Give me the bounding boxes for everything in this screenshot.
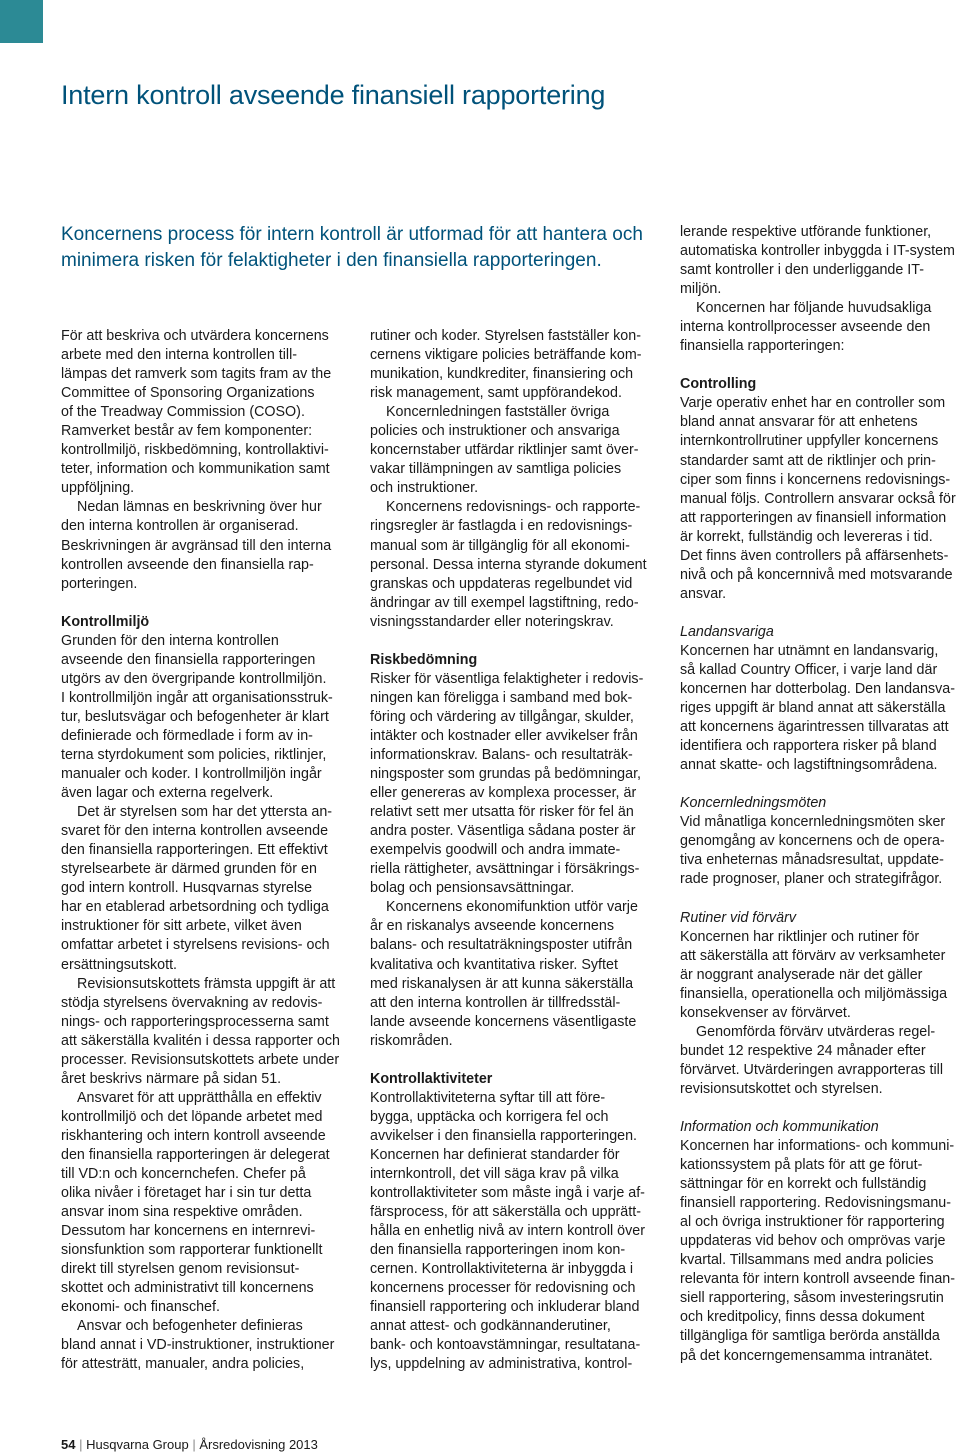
footer-company: Husqvarna Group [86, 1437, 189, 1452]
text-line: på det koncerngemensamma intranätet. [680, 1347, 933, 1364]
text-line: risk management, samt uppförandekod. [370, 385, 622, 402]
text-line: För att beskriva och utvärdera koncernens [61, 328, 329, 344]
paragraph-gap [680, 775, 960, 794]
text-line: styrelsearbete är därmed grunden för en [61, 861, 317, 878]
text-line: ersättningsutskott. [61, 956, 178, 973]
text-line: den interna kontrollen är organiserad. [61, 518, 299, 535]
text-line: finansiell rapportering. Redovisningsmanu- [680, 1195, 951, 1212]
text-line: lande avseende koncernens väsentligaste [370, 1013, 637, 1030]
text-line: ekonomi- och finanschef. [61, 1299, 220, 1316]
text-line: internkontrollrutiner uppfyller koncernens [680, 433, 939, 450]
text-line: I kontrollmiljön ingår att organisationsstruk- [61, 689, 333, 706]
text-line: bundet 12 respektive 24 månader efter [680, 1042, 926, 1059]
text-line: riskhantering och intern kontroll avseende [61, 1127, 326, 1144]
text-line: bland annat i VD-instruktioner, instruktioner [61, 1337, 335, 1354]
text-line: koncernen har dotterbolag. Den landansva- [680, 681, 955, 698]
text-line: den finansiella rapporteringen inom kon- [370, 1242, 626, 1259]
text-line: relevanta för intern kontroll avseende finan- [680, 1271, 955, 1288]
text-line: koncernstaber utfärdar riktlinjer samt över- [370, 442, 639, 459]
text-line: bolag och pensionsavsättningar. [370, 880, 575, 897]
text-line: föring och värdering av tillgångar, skulder, [370, 708, 634, 725]
text-line: för attesträtt, manualer, andra policies, [61, 1356, 305, 1373]
text-line: automatiska kontroller inbyggda i IT-system [680, 243, 955, 260]
paragraph-gap [680, 604, 960, 623]
text-line: Nedan lämnas en beskrivning över hur [77, 499, 322, 516]
text-line: identifiera och rapportera risker på bland [680, 738, 937, 755]
text-column-2 [370, 327, 660, 1374]
paragraph-gap [370, 1051, 660, 1070]
text-line: nings- och rapporteringsprocesserna samt [61, 1013, 329, 1030]
text-line: kationssystem på plats för att ge förut- [680, 1157, 923, 1174]
paragraph-gap [680, 1099, 960, 1118]
text-line: manualer och koder. I kontrollmiljön ingår [61, 766, 322, 783]
text-line: policies och instruktioner och ansvariga [370, 423, 620, 440]
text-line: terna styrdokument som policies, riktlinjer, [61, 746, 327, 763]
text-line: koncernens processer för redovisning och [370, 1280, 636, 1297]
text-line: informationskrav. Balans- och resultaträk- [370, 746, 633, 763]
text-line: ningen kan föreligga i samband med bok- [370, 689, 633, 706]
text-line: manual följs. Controllern ansvarar också för [680, 490, 956, 507]
text-line: året beskrivs närmare på sidan 51. [61, 1070, 282, 1087]
text-line: god intern kontroll. Husqvarnas styrelse [61, 880, 313, 897]
text-line: ansvar inom sina respektive områden. [61, 1204, 303, 1221]
text-line: cernens viktigare policies beträffande kom- [370, 347, 642, 364]
text-line: är noggrant analyserade när det gäller [680, 966, 923, 983]
text-line: processer. Revisionsutskottets arbete under [61, 1051, 340, 1068]
text-line: den finansiella rapporteringen. Ett effektivt [61, 842, 328, 859]
text-line: standarder samt att de riktlinjer och prin- [680, 452, 936, 469]
text-line: finansiella rapporteringen: [680, 338, 845, 355]
text-line: finansiella, operationella och miljömässiga [680, 985, 948, 1002]
text-line: direkt till styrelsen genom revisionsut- [61, 1261, 300, 1278]
text-line: vakar tillämpningen av samtliga policies [370, 461, 622, 478]
text-line: är korrekt, fullständig och levereras i tid. [680, 528, 933, 545]
text-line: ringsregler är fastlagda i en redovisnings- [370, 518, 633, 535]
text-line: exempelvis goodwill och andra immate- [370, 842, 621, 859]
text-line: uppdateras vid behov och omprövas varje [680, 1233, 946, 1250]
text-line: rutiner och koder. Styrelsen fastställer kon- [370, 328, 641, 344]
text-line: cernen. Kontrollaktiviteterna är inbyggda i [370, 1261, 634, 1278]
text-line: granskas och uppdateras regelbundet vid [370, 575, 633, 592]
text-line: tur, beslutsvägar och befogenheter är klart [61, 708, 329, 725]
footer-separator: | [192, 1437, 200, 1452]
text-line: att säkerställa kvalitén i dessa rapporter och [61, 1032, 340, 1049]
text-line: konsekvenser av förvärvet. [680, 1004, 851, 1021]
text-line: till VD:n och koncernchefen. Chefer på [61, 1166, 306, 1183]
text-line: lerande respektive utförande funktioner, [680, 224, 932, 240]
text-line: kontrollmiljö och det löpande arbetet med [61, 1108, 323, 1125]
text-line: samt kontroller i den underliggande IT- [680, 262, 924, 279]
text-line: Kontrollaktiviteterna syftar till att före- [370, 1089, 606, 1106]
text-line: avseende den finansiella rapporteringen [61, 651, 316, 668]
text-line: utgörs av den övergripande kontrollmiljön. [61, 670, 327, 687]
text-line: svaret för den interna kontrollen avseende [61, 823, 329, 840]
text-line: Beskrivningen är avgränsad till den interna [61, 537, 332, 554]
section-heading: Koncernledningsmöten [680, 795, 827, 812]
text-column-1 [61, 327, 351, 1375]
page-title: Intern kontroll avseende finansiell rapportering [61, 80, 606, 110]
text-line: år en riskanalys avseende koncernens [370, 918, 614, 935]
text-line: Grunden för den interna kontrollen [61, 632, 279, 649]
page-footer [61, 1437, 318, 1452]
text-line: även lagar och externa regelverk. [61, 785, 274, 802]
text-line: manual som är tillgänglig för all ekonomi- [370, 537, 630, 554]
text-line: riges uppgift är bland annat att säkerställa [680, 700, 946, 717]
paragraph-gap [370, 632, 660, 651]
section-heading: Kontrollaktiviteter [370, 1070, 493, 1087]
text-line: kontrollaktiviteter som måste ingå i varje af- [370, 1185, 645, 1202]
text-line: Koncernen har utnämnt en landansvarig, [680, 642, 939, 659]
text-line: tiva enheternas månadsresultat, uppdate- [680, 852, 944, 869]
section-heading: Landansvariga [680, 623, 774, 640]
text-line: rade prognoser, planer och strategifrågor. [680, 871, 943, 888]
text-line: of the Treadway Commission (COSO). [61, 404, 305, 421]
text-line: ciper som finns i koncernens redovisnings- [680, 471, 951, 488]
text-line: och kreditpolicy, finns dessa dokument [680, 1309, 925, 1326]
text-line: siell rapportering, såsom investeringsrutin [680, 1290, 944, 1307]
section-heading: Kontrollmiljö [61, 613, 150, 630]
text-line: att koncernens ägarintressen tillvaratas att [680, 719, 949, 736]
text-line: Ansvaret för att upprätthålla en effektiv [77, 1089, 322, 1106]
text-line: arbete med den interna kontrollen till- [61, 347, 298, 364]
text-line: stödja styrelsens övervakning av redovis- [61, 994, 323, 1011]
text-line: den finansiella rapporteringen är delegerat [61, 1146, 330, 1163]
text-line: annat skatte- och lagstiftningsområdena. [680, 757, 938, 774]
text-line: finansiell rapportering och inkluderar bland [370, 1299, 640, 1316]
text-line: omfattar arbetet i styrelsens revisions- och [61, 937, 330, 954]
text-line: bygga, upptäcka och korrigera fel och [370, 1108, 609, 1125]
paragraph-gap [680, 890, 960, 909]
text-line: Koncernen har riktlinjer och rutiner för [680, 928, 920, 945]
text-line: eller genereras av komplexa processer, är [370, 785, 637, 802]
text-line: teter, information och kommunikation samt [61, 461, 330, 478]
text-line: olika nivåer i företaget har i sin tur detta [61, 1185, 312, 1202]
text-line: interna kontrollprocesser avseende den [680, 319, 931, 336]
text-line: kvalitativa och kvantitativa risker. Syftet [370, 956, 618, 973]
text-line: personal. Dessa interna styrande dokument [370, 556, 647, 573]
section-heading: Information och kommunikation [680, 1118, 879, 1135]
text-line: riskområden. [370, 1032, 453, 1049]
text-column-3 [680, 223, 960, 1366]
text-line: sättningar för en korrekt och fullständig [680, 1176, 927, 1193]
text-line: intäkter och kostnader eller avvikelser från [370, 727, 638, 744]
text-line: Koncernen har följande huvudsakliga [696, 300, 932, 317]
text-line: och instruktioner. [370, 480, 479, 497]
text-line: Vid månatliga koncernledningsmöten sker [680, 814, 946, 831]
text-line: Genomförda förvärv utvärderas regel- [696, 1023, 936, 1040]
section-heading: Controlling [680, 376, 757, 393]
intro-text: Koncernens process för intern kontroll är utformad för att hantera och minimera risken för felaktigheter i den finansiella rapporteringen. [61, 224, 643, 271]
text-line: kontrollen avseende den finansiella rap- [61, 556, 314, 573]
text-line: nivå och på koncernnivå med motsvarande [680, 566, 953, 583]
text-line: internkontroll, det vill säga krav på vilka [370, 1165, 619, 1182]
text-line: definierade och förmedlade i form av in- [61, 727, 313, 744]
text-line: kontrollmiljö, riskbedömning, kontrollaktivi- [61, 442, 329, 459]
text-line: sionsfunktion som rapporterar funktionellt [61, 1242, 323, 1259]
corner-tab [0, 0, 43, 43]
text-line: att säkerställa att förvärv av verksamheter [680, 947, 946, 964]
text-line: revisionsutskottet och styrelsen. [680, 1080, 883, 1097]
page-number: 54 [61, 1437, 76, 1452]
text-line: skottet och administrativt till koncernens [61, 1280, 314, 1297]
text-line: bank- och kontoavstämningar, resultatana- [370, 1337, 641, 1354]
text-line: porteringen. [61, 575, 138, 592]
text-line: Risker för väsentliga felaktigheter i redovis- [370, 670, 644, 687]
text-line: Det är styrelsen som har det yttersta an- [77, 804, 333, 821]
text-line: ningsposter som grundas på bedömningar, [370, 766, 642, 783]
text-line: tillgängliga för samtliga berörda anställda [680, 1328, 940, 1345]
text-line: genomgång av koncernens och de opera- [680, 833, 945, 850]
text-line: Ansvar och befogenheter definieras [77, 1318, 303, 1335]
text-line: Koncernens ekonomifunktion utför varje [386, 899, 638, 916]
text-line: Koncernens redovisnings- och rapporte- [386, 499, 641, 516]
text-line: annat attest- och godkännanderutiner, [370, 1318, 611, 1335]
footer-separator: | [79, 1437, 87, 1452]
text-line: balans- och resultaträkningsposter utifrån [370, 937, 633, 954]
text-line: hålla en enhetlig nivå av intern kontroll över [370, 1223, 645, 1240]
text-line: instruktioner för sitt arbete, vilket även [61, 918, 302, 935]
text-line: har en etablerad arbetsordning och tydliga [61, 899, 329, 916]
text-line: förvärvet. Utvärderingen avrapporteras till [680, 1061, 944, 1078]
text-line: visningsstandarder eller noteringskrav. [370, 613, 614, 630]
paragraph-gap [61, 594, 351, 613]
text-line: munikation, kundkrediter, finansiering och [370, 366, 634, 383]
text-line: riella rättigheter, avsättningar i försäkrings- [370, 861, 640, 878]
text-line: färsprocess, för att säkerställa och upprätt- [370, 1204, 641, 1221]
section-heading: Rutiner vid förvärv [680, 909, 797, 926]
text-line: Koncernen har informations- och kommuni- [680, 1138, 955, 1155]
text-line: miljön. [680, 281, 722, 298]
text-line: relativt sett mer utsatta för risker för fel än [370, 804, 634, 821]
text-line: att rapporteringen av finansiell information [680, 509, 947, 526]
text-line: Committee of Sponsoring Organizations [61, 385, 315, 402]
text-line: ansvar. [680, 585, 727, 602]
text-line: uppföljning. [61, 480, 135, 497]
text-line: bland annat ansvarar för att enhetens [680, 414, 918, 431]
text-line: andra poster. Väsentliga sådana poster är [370, 823, 636, 840]
text-line: med riskanalysen är att kunna säkerställa [370, 975, 634, 992]
text-line: att den interna kontrollen är tillfredsstäl- [370, 994, 621, 1011]
text-line: Koncernledningen fastställer övriga [386, 404, 610, 421]
text-line: Revisionsutskottets främsta uppgift är att [77, 975, 336, 992]
footer-report: Årsredovisning 2013 [199, 1437, 318, 1452]
paragraph-gap [680, 356, 960, 375]
text-line: lys, uppdelning av administrativa, kontrol- [370, 1356, 633, 1373]
text-line: kvartal. Tillsammans med andra policies [680, 1252, 934, 1269]
text-line: så kallad Country Officer, i varje land där [680, 661, 938, 678]
text-line: al och övriga instruktioner för rapportering [680, 1214, 945, 1231]
text-line: Dessutom har koncernens en internrevi- [61, 1223, 316, 1240]
text-line: Varje operativ enhet har en controller som [680, 395, 946, 412]
text-line: Ramverket består av fem komponenter: [61, 423, 313, 440]
text-line: Det finns även controllers på affärsenhets- [680, 547, 949, 564]
text-line: Koncernen har definierat standarder för [370, 1146, 620, 1163]
text-line: avvikelser i den finansiella rapporteringen. [370, 1127, 638, 1144]
text-line: ändringar av till exempel lagstiftning, redo- [370, 594, 639, 611]
text-line: lämpas det ramverk som tagits fram av the [61, 366, 332, 383]
section-heading: Riskbedömning [370, 651, 478, 668]
